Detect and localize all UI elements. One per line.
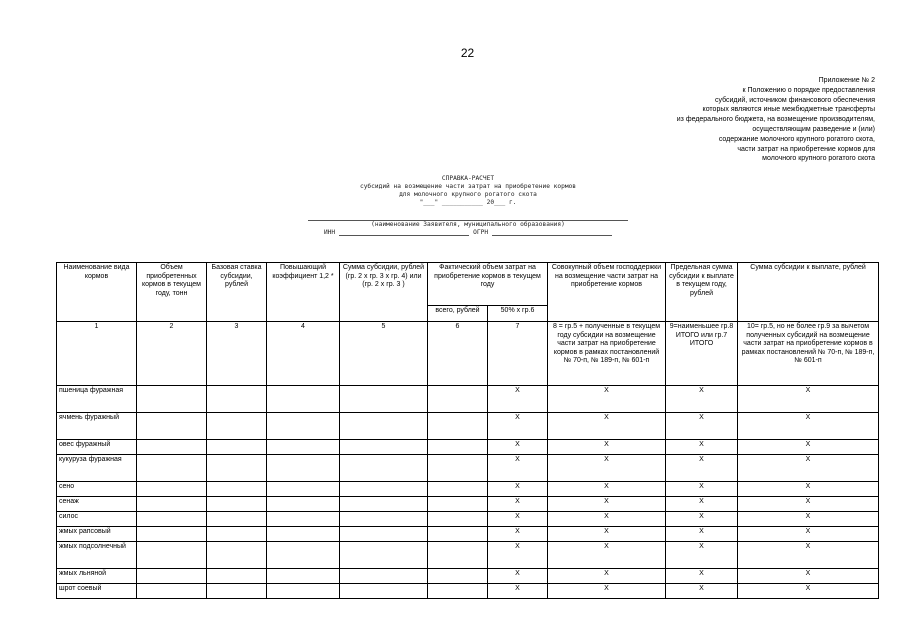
table-header-row [57, 263, 879, 306]
empty-cell [207, 584, 267, 599]
x-mark-cell: X [488, 542, 548, 569]
feed-name-cell: жмых подсолнечный [57, 542, 137, 569]
appendix-line: к Положению о порядке предоставления [742, 86, 875, 94]
empty-cell [428, 440, 488, 455]
feed-name-cell: пшеница фуражная [57, 386, 137, 413]
x-mark-cell: X [738, 569, 879, 584]
certificate-title: СПРАВКА-РАСЧЕТ [441, 175, 495, 182]
feed-name-cell: кукуруза фуражная [57, 455, 137, 482]
empty-cell [428, 497, 488, 512]
empty-cell [267, 584, 340, 599]
empty-cell [137, 512, 207, 527]
table-row [57, 497, 879, 512]
x-mark-cell: X [738, 497, 879, 512]
empty-cell [137, 542, 207, 569]
ogrn-label: ОГРН [473, 229, 489, 236]
header-coefficient: Повышающий коэффициент 1,2 * [267, 263, 340, 322]
empty-cell [137, 584, 207, 599]
table-row [57, 584, 879, 599]
table-row [57, 440, 879, 455]
feed-name-cell: жмых льняной [57, 569, 137, 584]
certificate-date-line: "___" ___________ 20___ г. [419, 199, 517, 206]
empty-cell [207, 527, 267, 542]
appendix-block [575, 76, 875, 164]
empty-cell [207, 386, 267, 413]
header-base-rate: Базовая ставка субсидии, рублей [207, 263, 267, 322]
inn-label: ИНН [323, 229, 336, 236]
x-mark-cell: X [738, 386, 879, 413]
x-mark-cell: X [488, 584, 548, 599]
empty-cell [207, 497, 267, 512]
x-mark-cell: X [666, 497, 738, 512]
column-formula: 8 = гр.5 + полученные в текущем году субсидии на возмещение части затрат на приобретение кормов в рамках постановлений № 70-п, № 189-п, № 601-п [548, 322, 666, 386]
header-subsidy-sum: Сумма субсидии, рублей (гр. 2 х гр. 3 х гр. 4) или (гр. 2 х гр. 3 ) [340, 263, 428, 322]
header-volume: Объем приобретенных кормов в текущем году, тонн [137, 263, 207, 322]
x-mark-cell: X [548, 569, 666, 584]
empty-cell [207, 512, 267, 527]
x-mark-cell: X [548, 527, 666, 542]
column-formula: 9=наименьшее гр.8 ИТОГО или гр.7 ИТОГО [666, 322, 738, 386]
appendix-line: осуществляющим разведение и (или) [752, 125, 875, 133]
x-mark-cell: X [738, 542, 879, 569]
feed-name-cell: силос [57, 512, 137, 527]
x-mark-cell: X [488, 386, 548, 413]
x-mark-cell: X [548, 497, 666, 512]
x-mark-cell: X [666, 527, 738, 542]
x-mark-cell: X [738, 440, 879, 455]
table-row [57, 569, 879, 584]
appendix-line: части затрат на приобретение кормов для [737, 145, 875, 153]
header-50-percent: 50% х гр.6 [488, 306, 548, 322]
table-row [57, 413, 879, 440]
empty-cell [340, 440, 428, 455]
empty-cell [137, 440, 207, 455]
empty-cell [428, 512, 488, 527]
empty-cell [428, 569, 488, 584]
appendix-line: молочного крупного рогатого скота [762, 155, 875, 163]
x-mark-cell: X [488, 413, 548, 440]
column-number: 4 [267, 322, 340, 386]
table-row [57, 455, 879, 482]
subsidy-table [56, 262, 879, 599]
column-number: 1 [57, 322, 137, 386]
applicant-caption: (наименование Заявителя, муниципального образования) [371, 221, 565, 228]
empty-cell [207, 482, 267, 497]
applicant-name-line [308, 213, 628, 221]
column-number: 6 [428, 322, 488, 386]
x-mark-cell: X [738, 455, 879, 482]
empty-cell [137, 482, 207, 497]
empty-cell [267, 497, 340, 512]
empty-cell [137, 569, 207, 584]
empty-cell [340, 527, 428, 542]
x-mark-cell: X [548, 542, 666, 569]
empty-cell [428, 584, 488, 599]
feed-name-cell: ячмень фуражный [57, 413, 137, 440]
header-total-rubles: всего, рублей [428, 306, 488, 322]
empty-cell [340, 386, 428, 413]
appendix-line: Приложение № 2 [818, 77, 875, 84]
x-mark-cell: X [666, 569, 738, 584]
x-mark-cell: X [488, 512, 548, 527]
empty-cell [207, 413, 267, 440]
x-mark-cell: X [488, 455, 548, 482]
x-mark-cell: X [488, 497, 548, 512]
empty-cell [340, 482, 428, 497]
feed-name-cell: шрот соевый [57, 584, 137, 599]
appendix-line: которых являются иные межбюджетные трансферты [702, 106, 875, 114]
empty-cell [428, 386, 488, 413]
empty-cell [267, 569, 340, 584]
inn-blank [339, 229, 469, 236]
empty-cell [267, 527, 340, 542]
x-mark-cell: X [488, 482, 548, 497]
x-mark-cell: X [488, 440, 548, 455]
x-mark-cell: X [548, 440, 666, 455]
empty-cell [207, 569, 267, 584]
empty-cell [207, 440, 267, 455]
x-mark-cell: X [666, 440, 738, 455]
feed-name-cell: жмых рапсовый [57, 527, 137, 542]
column-number: 3 [207, 322, 267, 386]
header-feed-type: Наименование вида кормов [57, 263, 137, 322]
x-mark-cell: X [666, 413, 738, 440]
empty-cell [137, 413, 207, 440]
table-column-numbers-row [57, 322, 879, 386]
header-payout-subsidy: Сумма субсидии к выплате, рублей [738, 263, 879, 322]
empty-cell [340, 569, 428, 584]
x-mark-cell: X [548, 584, 666, 599]
x-mark-cell: X [738, 413, 879, 440]
empty-cell [340, 413, 428, 440]
x-mark-cell: X [488, 569, 548, 584]
empty-cell [428, 455, 488, 482]
x-mark-cell: X [548, 455, 666, 482]
x-mark-cell: X [666, 512, 738, 527]
table-row [57, 482, 879, 497]
ogrn-blank [492, 229, 612, 236]
empty-cell [267, 482, 340, 497]
empty-cell [340, 542, 428, 569]
x-mark-cell: X [738, 584, 879, 599]
appendix-line: содержание молочного крупного рогатого скота, [718, 135, 875, 143]
certificate-subtitle-line1: субсидий на возмещение части затрат на приобретение кормов [359, 183, 577, 190]
feed-rows [57, 386, 879, 599]
certificate-subtitle-line2: для молочного крупного рогатого скота [399, 191, 537, 198]
empty-cell [340, 455, 428, 482]
x-mark-cell: X [666, 455, 738, 482]
appendix-line: из федерального бюджета, на возмещение производителям, [676, 116, 875, 124]
x-mark-cell: X [666, 542, 738, 569]
x-mark-cell: X [666, 386, 738, 413]
empty-cell [267, 440, 340, 455]
empty-cell [340, 512, 428, 527]
feed-name-cell: овес фуражный [57, 440, 137, 455]
empty-cell [267, 542, 340, 569]
empty-cell [137, 527, 207, 542]
inn-ogrn-row [300, 229, 636, 237]
appendix-line: субсидий, источником финансового обеспечения [714, 96, 875, 104]
x-mark-cell: X [666, 584, 738, 599]
empty-cell [340, 497, 428, 512]
x-mark-cell: X [548, 482, 666, 497]
feed-name-cell: сено [57, 482, 137, 497]
header-total-support: Совокупный объем господдержки на возмещение части затрат на приобретение кормов [548, 263, 666, 322]
x-mark-cell: X [548, 386, 666, 413]
x-mark-cell: X [738, 527, 879, 542]
x-mark-cell: X [548, 512, 666, 527]
empty-cell [137, 455, 207, 482]
empty-cell [137, 497, 207, 512]
empty-cell [428, 527, 488, 542]
empty-cell [340, 584, 428, 599]
table-row [57, 512, 879, 527]
empty-cell [267, 512, 340, 527]
empty-cell [137, 386, 207, 413]
x-mark-cell: X [548, 413, 666, 440]
column-number: 2 [137, 322, 207, 386]
certificate-header [300, 175, 636, 237]
empty-cell [267, 413, 340, 440]
empty-cell [267, 386, 340, 413]
column-formula: 10= гр.5, но не более гр.9 за вычетом полученных субсидий на возмещение части затрат на приобретение кормов в рамках постановлений № 70-п, № 189-п, № 601-п [738, 322, 879, 386]
x-mark-cell: X [666, 482, 738, 497]
column-number: 7 [488, 322, 548, 386]
page-number: 22 [460, 46, 475, 60]
empty-cell [428, 542, 488, 569]
empty-cell [428, 482, 488, 497]
x-mark-cell: X [488, 527, 548, 542]
table-row [57, 527, 879, 542]
x-mark-cell: X [738, 482, 879, 497]
header-actual-costs: Фактический объем затрат на приобретение кормов в текущем году [428, 263, 548, 306]
x-mark-cell: X [738, 512, 879, 527]
empty-cell [207, 455, 267, 482]
empty-cell [428, 413, 488, 440]
column-number: 5 [340, 322, 428, 386]
empty-cell [207, 542, 267, 569]
feed-name-cell: сенаж [57, 497, 137, 512]
header-max-subsidy: Предельная сумма субсидии к выплате в текущем году, рублей [666, 263, 738, 322]
table-row [57, 542, 879, 569]
table-row [57, 386, 879, 413]
empty-cell [267, 455, 340, 482]
